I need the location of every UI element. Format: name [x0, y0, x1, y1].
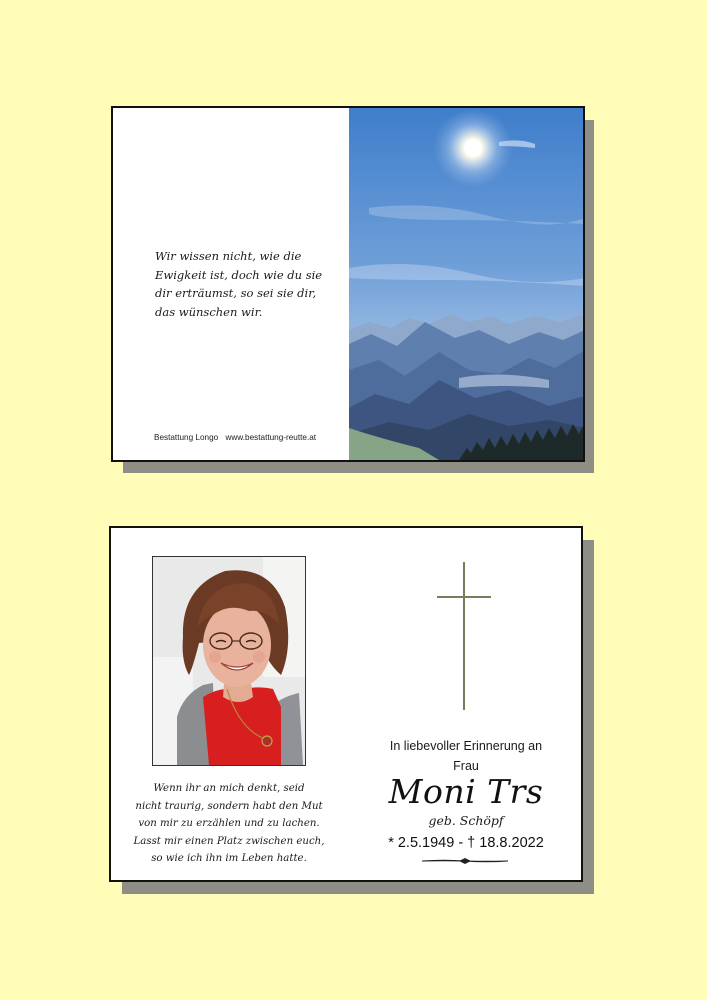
- deceased-name: Moni Trs: [388, 772, 544, 811]
- funeral-home-footer: [154, 433, 316, 442]
- card-front: [111, 106, 585, 462]
- memorial-line-1: In liebevoller Erinnerung an: [389, 739, 543, 753]
- funeral-home-name: Bestattung Longo: [154, 433, 219, 442]
- life-dates: * 2.5.1949 - † 18.8.2022: [388, 835, 544, 851]
- cross-icon: [435, 562, 495, 712]
- inner-quote-line: Wenn ihr an mich denkt, seid: [153, 783, 305, 794]
- inner-quote-line: Lasst mir einen Platz zwischen euch,: [133, 835, 325, 847]
- front-quote-line: dir erträumst, so sei sie dir,: [155, 286, 317, 300]
- funeral-home-website: www.bestattung-reutte.at: [225, 433, 317, 442]
- inner-quote-line: von mir zu erzählen und zu lachen.: [138, 818, 320, 829]
- card-inner: [109, 526, 583, 882]
- inner-quote: [111, 780, 347, 868]
- memorial-line-2: Frau: [453, 759, 479, 773]
- front-quote-line: Wir wissen nicht, wie die: [155, 249, 302, 263]
- inner-quote-line: so wie ich ihn im Leben hatte.: [151, 853, 307, 864]
- portrait-photo: [152, 556, 306, 766]
- inner-quote-line: nicht traurig, sondern habt den Mut: [135, 800, 323, 812]
- front-quote-line: das wünschen wir.: [155, 304, 263, 319]
- front-quote: [155, 247, 345, 321]
- mountain-landscape-photo: [349, 108, 585, 460]
- front-quote-line: Ewigkeit ist, doch wie du sie: [155, 267, 323, 282]
- ornament-divider-icon: [422, 857, 508, 865]
- maiden-name: geb. Schöpf: [428, 813, 504, 828]
